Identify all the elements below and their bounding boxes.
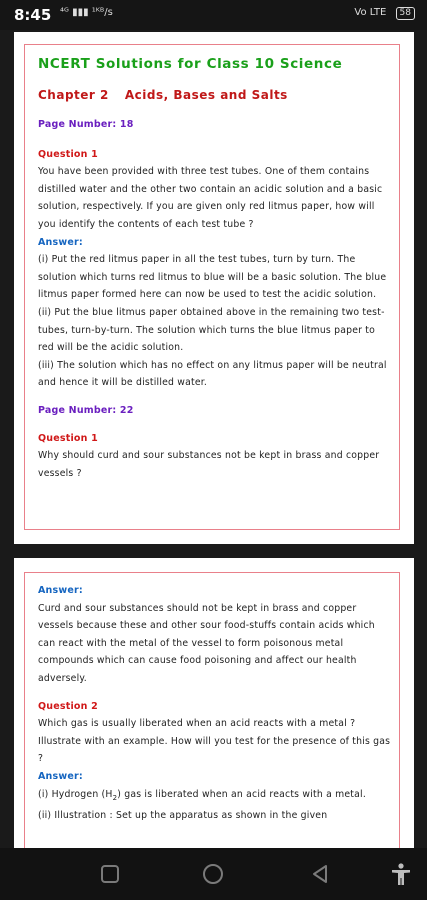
- answer-text-part: (i) Hydrogen (H: [38, 788, 113, 800]
- signal-icons: ⁴ᴳ ▮▮▮ ¹ᴷᴮ/s: [60, 7, 113, 18]
- home-circle-icon[interactable]: [200, 861, 226, 887]
- recent-apps-square-icon[interactable]: [97, 861, 123, 887]
- status-right: [354, 7, 415, 20]
- battery-icon: 58: [396, 7, 415, 20]
- answer-paragraph: (ii) Put the blue litmus paper obtained above in the remaining two test-tubes, turn-by-turn. The solution which turns the blue litmus paper to red will be the acidic solution.: [38, 306, 385, 354]
- status-time: 8:45: [14, 6, 52, 24]
- chapter-name: Acids, Bases and Salts: [124, 88, 288, 102]
- navigation-bar: [0, 848, 427, 900]
- answer-paragraph: [38, 786, 394, 807]
- page1-content: [38, 116, 394, 482]
- chapter-heading: [38, 88, 288, 102]
- answer-paragraph: (iii) The solution which has no effect on any litmus paper will be neutral and hence it will be distilled water.: [38, 359, 387, 389]
- answer-label: Answer:: [38, 236, 83, 248]
- answer-paragraph: Curd and sour substances should not be kept in brass and copper vessels because these and other sour food-stuffs contain acids which can react with the metal of the vessel to form poisonous metal compounds which can cause food poisoning and affect our health adversely.: [38, 602, 375, 684]
- page-number-label: Page Number: 18: [38, 119, 134, 130]
- status-bar: [0, 0, 427, 30]
- document-page-2: [14, 558, 414, 848]
- accessibility-person-icon[interactable]: [388, 861, 414, 887]
- answer-text-part: ) gas is liberated when an acid reacts with a metal.: [117, 788, 366, 800]
- volte-icon: Vo LTE: [354, 7, 387, 18]
- question-label: Question 2: [38, 700, 98, 712]
- subscript: 2: [112, 793, 118, 802]
- document-title: NCERT Solutions for Class 10 Science: [38, 56, 343, 72]
- question-label: Question 1: [38, 148, 98, 160]
- question-label: Question 1: [38, 432, 98, 444]
- question-text: You have been provided with three test tubes. One of them contains distilled water and the other two contain an acidic solution and a basic solution, respectively. If you are given only red litmus paper, how will you identify the contents of each test tube ?: [38, 166, 383, 230]
- question-text: Which gas is usually liberated when an acid reacts with a metal ? Illustrate with an example. How will you test for the presence of this gas ?: [38, 718, 391, 765]
- page-number-label: Page Number: 22: [38, 404, 134, 416]
- answer-paragraph: (i) Put the red litmus paper in all the test tubes, turn by turn. The solution which turns red litmus to blue will be a basic solution. The blue litmus paper formed here can now be used to test the acidic solution.: [38, 254, 387, 301]
- answer-paragraph: (ii) Illustration : Set up the apparatus as shown in the given: [38, 809, 328, 821]
- question-text: Why should curd and sour substances not be kept in brass and copper vessels ?: [38, 450, 380, 479]
- page2-content: [38, 582, 394, 825]
- back-triangle-icon[interactable]: [307, 861, 333, 887]
- answer-label: Answer:: [38, 585, 83, 596]
- answer-label: Answer:: [38, 770, 83, 782]
- document-page-1: [14, 32, 414, 544]
- chapter-label: Chapter 2: [38, 88, 109, 102]
